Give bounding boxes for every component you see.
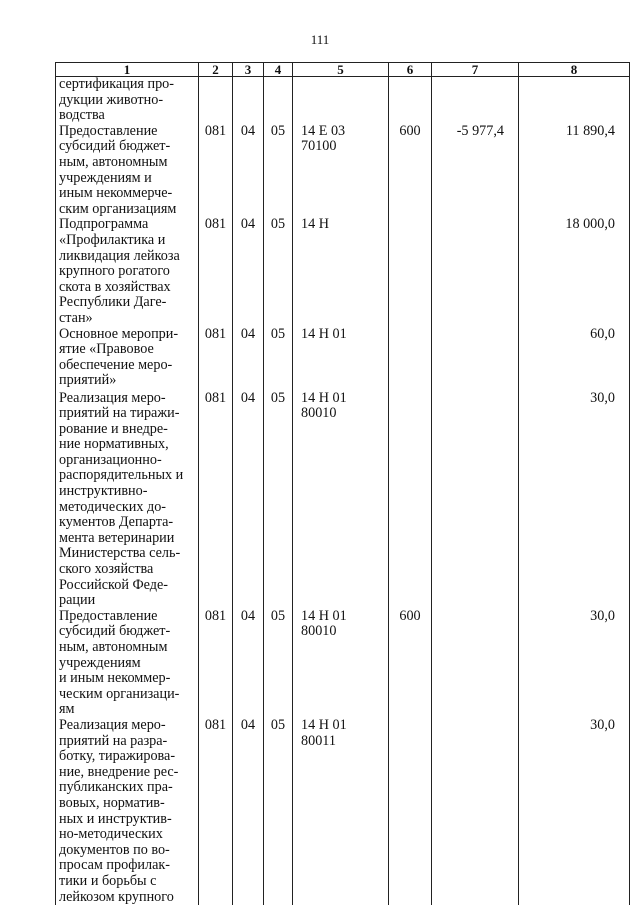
cell-total: 11 890,4 <box>519 124 630 218</box>
cell-rz: 04 <box>233 609 264 718</box>
cell-name: сертификация про- дукции животно- водства <box>56 77 199 124</box>
cell-vr <box>389 718 432 905</box>
table-header-row <box>56 63 630 77</box>
cell-rz <box>233 77 264 124</box>
header-col-6: 6 <box>389 63 432 77</box>
table-row <box>56 327 630 391</box>
cell-vr <box>389 391 432 609</box>
cell-pr <box>264 77 293 124</box>
cell-total: 30,0 <box>519 609 630 718</box>
table-row <box>56 391 630 609</box>
cell-total: 30,0 <box>519 718 630 905</box>
cell-name: Реализация меро- приятий на тиражи- рование и внедре- ние нормативных, организационно- распорядительных и инструктивно- методических до- кументов Департа- мента ветеринарии Министерства сель- ского хозяйства Российской Феде- рации <box>56 391 199 609</box>
cell-name: Основное меропри- ятие «Правовое обеспечение меро- приятий» <box>56 327 199 391</box>
cell-total: 18 000,0 <box>519 217 630 326</box>
cell-rz: 04 <box>233 327 264 391</box>
cell-name: Подпрограмма «Профилактика и ликвидация лейкоза крупного рогатого скота в хозяйствах Республики Даге- стан» <box>56 217 199 326</box>
cell-ved: 081 <box>199 718 233 905</box>
cell-change <box>432 718 519 905</box>
cell-csr: 14 Н 01 80010 <box>293 609 389 718</box>
cell-ved <box>199 77 233 124</box>
table-row <box>56 124 630 218</box>
cell-pr: 05 <box>264 327 293 391</box>
header-col-3: 3 <box>233 63 264 77</box>
cell-change <box>432 327 519 391</box>
table-row <box>56 77 630 124</box>
header-col-4: 4 <box>264 63 293 77</box>
cell-vr <box>389 327 432 391</box>
cell-pr: 05 <box>264 718 293 905</box>
budget-table <box>55 62 630 905</box>
cell-total: 30,0 <box>519 391 630 609</box>
cell-change <box>432 609 519 718</box>
cell-rz: 04 <box>233 217 264 326</box>
cell-ved: 081 <box>199 391 233 609</box>
cell-rz: 04 <box>233 124 264 218</box>
cell-name: Предоставление субсидий бюджет- ным, автономным учреждениям и иным некоммер- ческим организаци- ям <box>56 609 199 718</box>
cell-vr: 600 <box>389 609 432 718</box>
cell-csr: 14 Н 01 80010 <box>293 391 389 609</box>
cell-total: 60,0 <box>519 327 630 391</box>
header-col-7: 7 <box>432 63 519 77</box>
cell-change: -5 977,4 <box>432 124 519 218</box>
cell-pr: 05 <box>264 217 293 326</box>
cell-ved: 081 <box>199 609 233 718</box>
cell-csr: 14 Н 01 80011 <box>293 718 389 905</box>
cell-vr: 600 <box>389 124 432 218</box>
header-col-8: 8 <box>519 63 630 77</box>
cell-ved: 081 <box>199 124 233 218</box>
cell-change <box>432 77 519 124</box>
header-col-1: 1 <box>56 63 199 77</box>
cell-csr: 14 Е 03 70100 <box>293 124 389 218</box>
cell-total <box>519 77 630 124</box>
cell-ved: 081 <box>199 217 233 326</box>
cell-vr <box>389 217 432 326</box>
cell-csr <box>293 77 389 124</box>
header-col-5: 5 <box>293 63 389 77</box>
cell-csr: 14 Н 01 <box>293 327 389 391</box>
header-col-2: 2 <box>199 63 233 77</box>
cell-rz: 04 <box>233 391 264 609</box>
cell-change <box>432 217 519 326</box>
page-number: 111 <box>310 32 330 47</box>
cell-rz: 04 <box>233 718 264 905</box>
table-row <box>56 718 630 905</box>
cell-name: Предоставление субсидий бюджет- ным, автономным учреждениям и иным некоммерче- ским организациям <box>56 124 199 218</box>
cell-pr: 05 <box>264 391 293 609</box>
cell-name: Реализация меро- приятий на разра- ботку, тиражирова- ние, внедрение рес- публиканских пра- вовых, норматив- ных и инструктив- но-методических документов по во- просам профилак- тики и борьбы с лейкозом крупного <box>56 718 199 905</box>
cell-change <box>432 391 519 609</box>
cell-vr <box>389 77 432 124</box>
cell-pr: 05 <box>264 124 293 218</box>
table-row <box>56 609 630 718</box>
table-row <box>56 217 630 326</box>
cell-csr: 14 Н <box>293 217 389 326</box>
cell-ved: 081 <box>199 327 233 391</box>
cell-pr: 05 <box>264 609 293 718</box>
